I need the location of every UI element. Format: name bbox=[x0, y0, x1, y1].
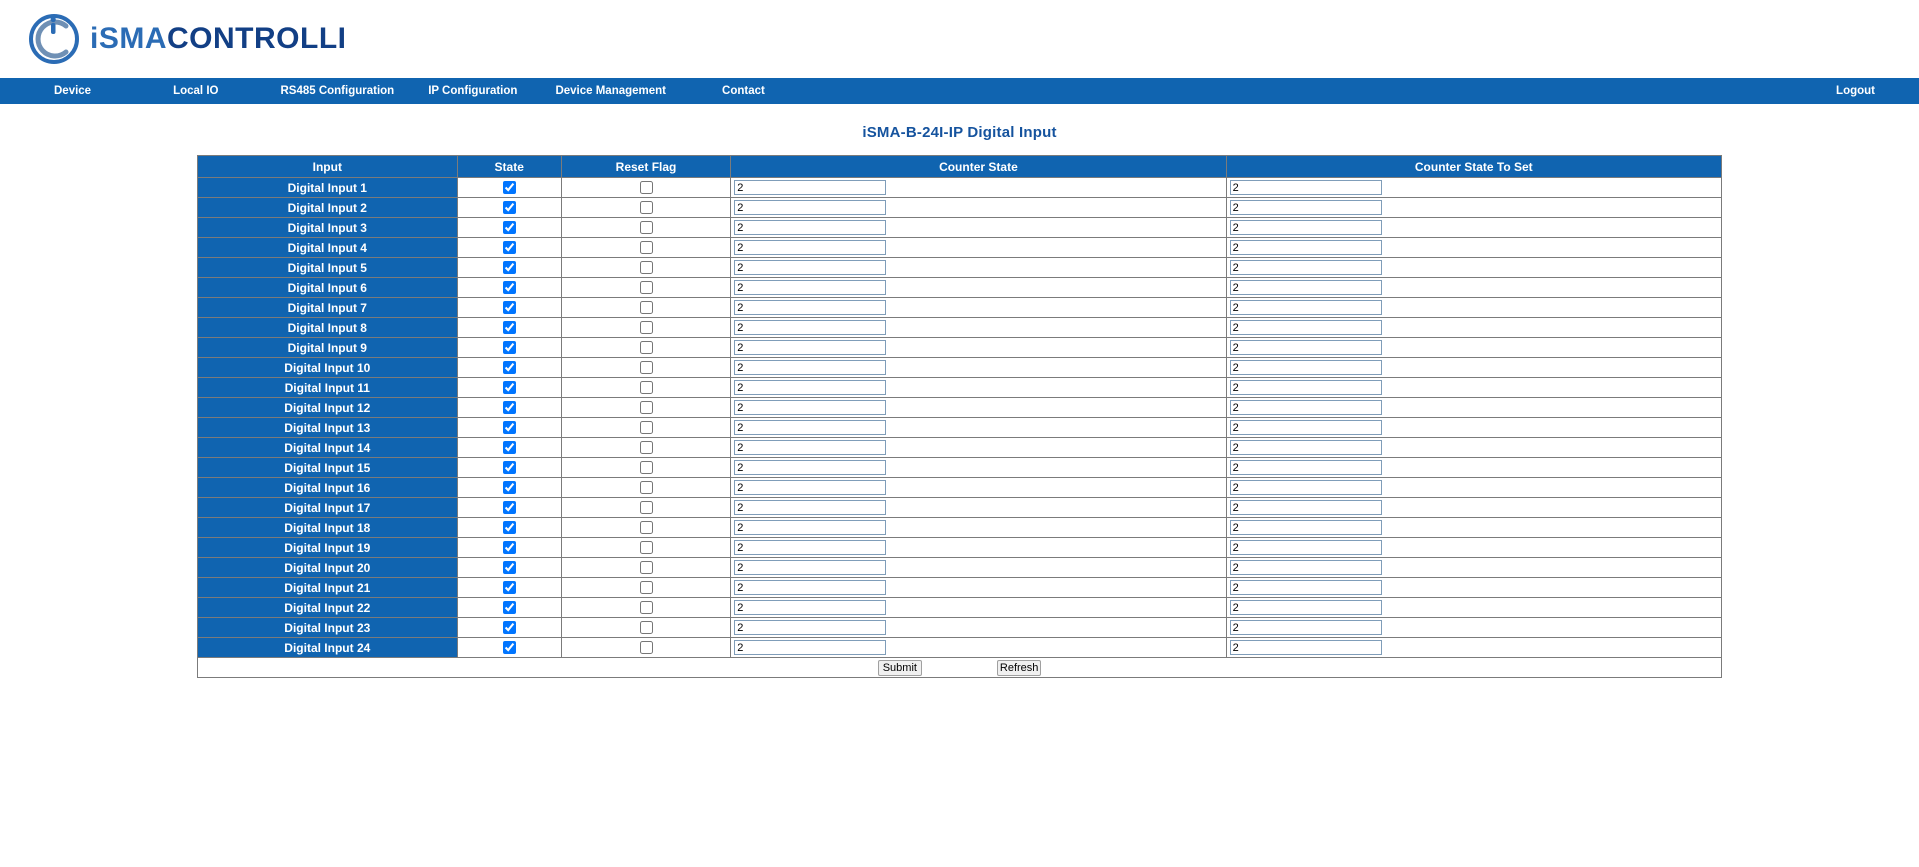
table-row bbox=[198, 178, 1721, 197]
counter-state-input[interactable] bbox=[734, 280, 886, 295]
counter-state-cell bbox=[731, 398, 1225, 417]
counter-state-cell bbox=[731, 318, 1225, 337]
counter-state-input[interactable] bbox=[734, 600, 886, 615]
counter-state-to-set-cell bbox=[1227, 398, 1721, 417]
counter-state-cell bbox=[731, 198, 1225, 217]
counter-state-to-set-cell bbox=[1227, 458, 1721, 477]
counter-state-to-set-input[interactable] bbox=[1230, 340, 1382, 355]
header-counter-state-to-set: Counter State To Set bbox=[1227, 156, 1721, 177]
row-label: Digital Input 18 bbox=[198, 518, 457, 537]
reset-flag-cell bbox=[562, 638, 730, 657]
state-cell bbox=[458, 418, 561, 437]
isma-circle-logo-icon bbox=[28, 13, 80, 65]
counter-state-input[interactable] bbox=[734, 560, 886, 575]
counter-state-to-set-cell bbox=[1227, 358, 1721, 377]
reset-flag-cell bbox=[562, 218, 730, 237]
reset-flag-checkbox[interactable] bbox=[640, 501, 653, 514]
brand-header bbox=[0, 0, 1919, 78]
counter-state-input[interactable] bbox=[734, 320, 886, 335]
row-label: Digital Input 7 bbox=[198, 298, 457, 317]
counter-state-to-set-input[interactable] bbox=[1230, 420, 1382, 435]
state-cell bbox=[458, 538, 561, 557]
row-label: Digital Input 17 bbox=[198, 498, 457, 517]
table-row bbox=[198, 298, 1721, 317]
state-checkbox[interactable] bbox=[503, 441, 516, 454]
state-cell bbox=[458, 298, 561, 317]
row-label: Digital Input 13 bbox=[198, 418, 457, 437]
reset-flag-checkbox[interactable] bbox=[640, 381, 653, 394]
counter-state-to-set-input[interactable] bbox=[1230, 240, 1382, 255]
main-navigation bbox=[0, 78, 1919, 104]
state-cell bbox=[458, 638, 561, 657]
state-checkbox[interactable] bbox=[503, 601, 516, 614]
reset-flag-checkbox[interactable] bbox=[640, 561, 653, 574]
digital-input-table bbox=[197, 155, 1722, 678]
form-button-cell bbox=[198, 658, 1721, 677]
counter-state-cell bbox=[731, 238, 1225, 257]
counter-state-to-set-cell bbox=[1227, 278, 1721, 297]
reset-flag-checkbox[interactable] bbox=[640, 421, 653, 434]
state-cell bbox=[458, 478, 561, 497]
nav-logout[interactable]: Logout bbox=[1836, 85, 1875, 97]
nav-device[interactable]: Device bbox=[54, 85, 92, 97]
reset-flag-cell bbox=[562, 478, 730, 497]
reset-flag-checkbox[interactable] bbox=[640, 481, 653, 494]
counter-state-to-set-cell bbox=[1227, 218, 1721, 237]
row-label: Digital Input 14 bbox=[198, 438, 457, 457]
reset-flag-checkbox[interactable] bbox=[640, 341, 653, 354]
counter-state-cell bbox=[731, 458, 1225, 477]
counter-state-cell bbox=[731, 558, 1225, 577]
row-label: Digital Input 23 bbox=[198, 618, 457, 637]
reset-flag-cell bbox=[562, 278, 730, 297]
reset-flag-checkbox[interactable] bbox=[640, 221, 653, 234]
counter-state-cell bbox=[731, 278, 1225, 297]
counter-state-to-set-cell bbox=[1227, 338, 1721, 357]
digital-input-rows bbox=[198, 178, 1721, 657]
state-cell bbox=[458, 338, 561, 357]
state-checkbox[interactable] bbox=[503, 521, 516, 534]
row-label: Digital Input 4 bbox=[198, 238, 457, 257]
state-checkbox[interactable] bbox=[503, 541, 516, 554]
row-label: Digital Input 6 bbox=[198, 278, 457, 297]
state-cell bbox=[458, 378, 561, 397]
reset-flag-cell bbox=[562, 238, 730, 257]
counter-state-input[interactable] bbox=[734, 500, 886, 515]
counter-state-to-set-cell bbox=[1227, 178, 1721, 197]
table-row bbox=[198, 378, 1721, 397]
row-label: Digital Input 11 bbox=[198, 378, 457, 397]
reset-flag-cell bbox=[562, 518, 730, 537]
nav-ip-configuration[interactable]: IP Configuration bbox=[428, 85, 518, 97]
counter-state-to-set-input[interactable] bbox=[1230, 360, 1382, 375]
header-reset-flag: Reset Flag bbox=[562, 156, 730, 177]
counter-state-cell bbox=[731, 518, 1225, 537]
header-input: Input bbox=[198, 156, 457, 177]
counter-state-to-set-cell bbox=[1227, 518, 1721, 537]
counter-state-to-set-cell bbox=[1227, 438, 1721, 457]
header-counter-state: Counter State bbox=[731, 156, 1225, 177]
state-checkbox[interactable] bbox=[503, 461, 516, 474]
counter-state-to-set-cell bbox=[1227, 578, 1721, 597]
reset-flag-cell bbox=[562, 558, 730, 577]
counter-state-cell bbox=[731, 358, 1225, 377]
reset-flag-cell bbox=[562, 418, 730, 437]
table-row bbox=[198, 578, 1721, 597]
counter-state-input[interactable] bbox=[734, 340, 886, 355]
state-cell bbox=[458, 578, 561, 597]
table-row bbox=[198, 618, 1721, 637]
table-row bbox=[198, 258, 1721, 277]
row-label: Digital Input 5 bbox=[198, 258, 457, 277]
reset-flag-checkbox[interactable] bbox=[640, 601, 653, 614]
reset-flag-checkbox[interactable] bbox=[640, 261, 653, 274]
state-cell bbox=[458, 398, 561, 417]
counter-state-to-set-cell bbox=[1227, 238, 1721, 257]
table-row bbox=[198, 518, 1721, 537]
state-checkbox[interactable] bbox=[503, 221, 516, 234]
state-checkbox[interactable] bbox=[503, 421, 516, 434]
digital-input-table-wrap bbox=[197, 155, 1722, 678]
counter-state-cell bbox=[731, 618, 1225, 637]
counter-state-to-set-input[interactable] bbox=[1230, 620, 1382, 635]
state-cell bbox=[458, 218, 561, 237]
counter-state-input[interactable] bbox=[734, 300, 886, 315]
table-row bbox=[198, 358, 1721, 377]
state-checkbox[interactable] bbox=[503, 181, 516, 194]
brand-name bbox=[90, 22, 346, 56]
row-label: Digital Input 15 bbox=[198, 458, 457, 477]
counter-state-cell bbox=[731, 498, 1225, 517]
counter-state-to-set-cell bbox=[1227, 198, 1721, 217]
counter-state-cell bbox=[731, 418, 1225, 437]
submit-button[interactable]: Submit bbox=[878, 660, 922, 676]
state-cell bbox=[458, 498, 561, 517]
reset-flag-cell bbox=[562, 598, 730, 617]
reset-flag-checkbox[interactable] bbox=[640, 621, 653, 634]
reset-flag-cell bbox=[562, 498, 730, 517]
reset-flag-checkbox[interactable] bbox=[640, 521, 653, 534]
nav-local-io[interactable]: Local IO bbox=[173, 85, 219, 97]
counter-state-input[interactable] bbox=[734, 420, 886, 435]
state-cell bbox=[458, 198, 561, 217]
counter-state-input[interactable] bbox=[734, 480, 886, 495]
nav-contact[interactable]: Contact bbox=[722, 85, 765, 97]
row-label: Digital Input 24 bbox=[198, 638, 457, 657]
state-checkbox[interactable] bbox=[503, 361, 516, 374]
state-checkbox[interactable] bbox=[503, 321, 516, 334]
counter-state-to-set-cell bbox=[1227, 478, 1721, 497]
counter-state-cell bbox=[731, 258, 1225, 277]
state-checkbox[interactable] bbox=[503, 201, 516, 214]
counter-state-cell bbox=[731, 578, 1225, 597]
table-row bbox=[198, 418, 1721, 437]
counter-state-input[interactable] bbox=[734, 520, 886, 535]
counter-state-to-set-cell bbox=[1227, 498, 1721, 517]
counter-state-to-set-input[interactable] bbox=[1230, 440, 1382, 455]
nav-device-management[interactable]: Device Management bbox=[555, 85, 667, 97]
header-state: State bbox=[458, 156, 561, 177]
counter-state-cell bbox=[731, 298, 1225, 317]
counter-state-input[interactable] bbox=[734, 220, 886, 235]
counter-state-input[interactable] bbox=[734, 200, 886, 215]
counter-state-cell bbox=[731, 378, 1225, 397]
counter-state-to-set-input[interactable] bbox=[1230, 480, 1382, 495]
reset-flag-cell bbox=[562, 338, 730, 357]
counter-state-to-set-cell bbox=[1227, 298, 1721, 317]
state-checkbox[interactable] bbox=[503, 401, 516, 414]
table-row bbox=[198, 218, 1721, 237]
reset-flag-cell bbox=[562, 538, 730, 557]
reset-flag-checkbox[interactable] bbox=[640, 241, 653, 254]
reset-flag-checkbox[interactable] bbox=[640, 441, 653, 454]
state-cell bbox=[458, 558, 561, 577]
row-label: Digital Input 19 bbox=[198, 538, 457, 557]
reset-flag-checkbox[interactable] bbox=[640, 401, 653, 414]
state-checkbox[interactable] bbox=[503, 341, 516, 354]
state-cell bbox=[458, 598, 561, 617]
state-cell bbox=[458, 618, 561, 637]
nav-rs485-configuration[interactable]: RS485 Configuration bbox=[280, 85, 395, 97]
row-label: Digital Input 10 bbox=[198, 358, 457, 377]
counter-state-input[interactable] bbox=[734, 440, 886, 455]
counter-state-input[interactable] bbox=[734, 360, 886, 375]
counter-state-cell bbox=[731, 338, 1225, 357]
counter-state-to-set-input[interactable] bbox=[1230, 580, 1382, 595]
refresh-button[interactable]: Refresh bbox=[997, 660, 1041, 676]
counter-state-to-set-input[interactable] bbox=[1230, 640, 1382, 655]
counter-state-input[interactable] bbox=[734, 400, 886, 415]
counter-state-input[interactable] bbox=[734, 640, 886, 655]
reset-flag-cell bbox=[562, 198, 730, 217]
reset-flag-cell bbox=[562, 378, 730, 397]
counter-state-input[interactable] bbox=[734, 180, 886, 195]
counter-state-to-set-input[interactable] bbox=[1230, 380, 1382, 395]
table-row bbox=[198, 318, 1721, 337]
table-row bbox=[198, 498, 1721, 517]
state-cell bbox=[458, 178, 561, 197]
counter-state-to-set-input[interactable] bbox=[1230, 500, 1382, 515]
counter-state-to-set-cell bbox=[1227, 598, 1721, 617]
state-checkbox[interactable] bbox=[503, 281, 516, 294]
counter-state-cell bbox=[731, 638, 1225, 657]
reset-flag-cell bbox=[562, 438, 730, 457]
counter-state-to-set-input[interactable] bbox=[1230, 460, 1382, 475]
state-checkbox[interactable] bbox=[503, 581, 516, 594]
table-row bbox=[198, 238, 1721, 257]
state-checkbox[interactable] bbox=[503, 381, 516, 394]
table-row bbox=[198, 458, 1721, 477]
state-checkbox[interactable] bbox=[503, 501, 516, 514]
reset-flag-cell bbox=[562, 298, 730, 317]
counter-state-to-set-cell bbox=[1227, 318, 1721, 337]
table-row bbox=[198, 438, 1721, 457]
counter-state-input[interactable] bbox=[734, 460, 886, 475]
counter-state-to-set-input[interactable] bbox=[1230, 180, 1382, 195]
counter-state-cell bbox=[731, 218, 1225, 237]
reset-flag-checkbox[interactable] bbox=[640, 461, 653, 474]
counter-state-to-set-cell bbox=[1227, 538, 1721, 557]
brand-name-suffix: CONTROLLI bbox=[167, 22, 347, 55]
table-row bbox=[198, 598, 1721, 617]
counter-state-to-set-cell bbox=[1227, 618, 1721, 637]
counter-state-to-set-cell bbox=[1227, 258, 1721, 277]
counter-state-cell bbox=[731, 438, 1225, 457]
reset-flag-checkbox[interactable] bbox=[640, 321, 653, 334]
state-cell bbox=[458, 238, 561, 257]
reset-flag-checkbox[interactable] bbox=[640, 281, 653, 294]
state-checkbox[interactable] bbox=[503, 301, 516, 314]
counter-state-to-set-input[interactable] bbox=[1230, 600, 1382, 615]
state-checkbox[interactable] bbox=[503, 641, 516, 654]
row-label: Digital Input 20 bbox=[198, 558, 457, 577]
row-label: Digital Input 3 bbox=[198, 218, 457, 237]
state-checkbox[interactable] bbox=[503, 621, 516, 634]
counter-state-input[interactable] bbox=[734, 240, 886, 255]
counter-state-cell bbox=[731, 538, 1225, 557]
row-label: Digital Input 1 bbox=[198, 178, 457, 197]
page-title: iSMA-B-24I-IP Digital Input bbox=[862, 124, 1057, 141]
row-label: Digital Input 2 bbox=[198, 198, 457, 217]
reset-flag-cell bbox=[562, 398, 730, 417]
state-checkbox[interactable] bbox=[503, 561, 516, 574]
row-label: Digital Input 16 bbox=[198, 478, 457, 497]
counter-state-input[interactable] bbox=[734, 260, 886, 275]
table-row bbox=[198, 398, 1721, 417]
row-label: Digital Input 8 bbox=[198, 318, 457, 337]
state-checkbox[interactable] bbox=[503, 481, 516, 494]
reset-flag-cell bbox=[562, 178, 730, 197]
state-checkbox[interactable] bbox=[503, 261, 516, 274]
table-row bbox=[198, 558, 1721, 577]
reset-flag-checkbox[interactable] bbox=[640, 201, 653, 214]
table-row bbox=[198, 538, 1721, 557]
state-cell bbox=[458, 318, 561, 337]
table-row bbox=[198, 338, 1721, 357]
state-cell bbox=[458, 358, 561, 377]
counter-state-to-set-cell bbox=[1227, 638, 1721, 657]
reset-flag-cell bbox=[562, 578, 730, 597]
reset-flag-checkbox[interactable] bbox=[640, 641, 653, 654]
counter-state-to-set-input[interactable] bbox=[1230, 200, 1382, 215]
counter-state-to-set-input[interactable] bbox=[1230, 400, 1382, 415]
reset-flag-checkbox[interactable] bbox=[640, 181, 653, 194]
state-cell bbox=[458, 518, 561, 537]
form-button-row bbox=[198, 658, 1721, 677]
counter-state-cell bbox=[731, 598, 1225, 617]
table-row bbox=[198, 198, 1721, 217]
counter-state-to-set-input[interactable] bbox=[1230, 220, 1382, 235]
counter-state-to-set-input[interactable] bbox=[1230, 300, 1382, 315]
reset-flag-cell bbox=[562, 258, 730, 277]
counter-state-input[interactable] bbox=[734, 620, 886, 635]
table-row bbox=[198, 278, 1721, 297]
row-label: Digital Input 9 bbox=[198, 338, 457, 357]
row-label: Digital Input 12 bbox=[198, 398, 457, 417]
reset-flag-cell bbox=[562, 458, 730, 477]
counter-state-to-set-input[interactable] bbox=[1230, 280, 1382, 295]
counter-state-to-set-input[interactable] bbox=[1230, 260, 1382, 275]
table-header-row bbox=[198, 156, 1721, 177]
state-checkbox[interactable] bbox=[503, 241, 516, 254]
reset-flag-checkbox[interactable] bbox=[640, 581, 653, 594]
state-cell bbox=[458, 258, 561, 277]
counter-state-to-set-input[interactable] bbox=[1230, 320, 1382, 335]
counter-state-to-set-input[interactable] bbox=[1230, 560, 1382, 575]
reset-flag-cell bbox=[562, 358, 730, 377]
state-cell bbox=[458, 278, 561, 297]
brand-name-prefix: iSMA bbox=[90, 22, 167, 55]
counter-state-input[interactable] bbox=[734, 380, 886, 395]
reset-flag-cell bbox=[562, 618, 730, 637]
counter-state-to-set-cell bbox=[1227, 378, 1721, 397]
counter-state-to-set-cell bbox=[1227, 418, 1721, 437]
counter-state-to-set-cell bbox=[1227, 558, 1721, 577]
table-row bbox=[198, 638, 1721, 657]
counter-state-to-set-input[interactable] bbox=[1230, 540, 1382, 555]
reset-flag-checkbox[interactable] bbox=[640, 361, 653, 374]
counter-state-input[interactable] bbox=[734, 540, 886, 555]
state-cell bbox=[458, 438, 561, 457]
counter-state-cell bbox=[731, 178, 1225, 197]
row-label: Digital Input 21 bbox=[198, 578, 457, 597]
reset-flag-checkbox[interactable] bbox=[640, 301, 653, 314]
table-row bbox=[198, 478, 1721, 497]
state-cell bbox=[458, 458, 561, 477]
row-label: Digital Input 22 bbox=[198, 598, 457, 617]
reset-flag-cell bbox=[562, 318, 730, 337]
counter-state-to-set-input[interactable] bbox=[1230, 520, 1382, 535]
reset-flag-checkbox[interactable] bbox=[640, 541, 653, 554]
counter-state-input[interactable] bbox=[734, 580, 886, 595]
counter-state-cell bbox=[731, 478, 1225, 497]
